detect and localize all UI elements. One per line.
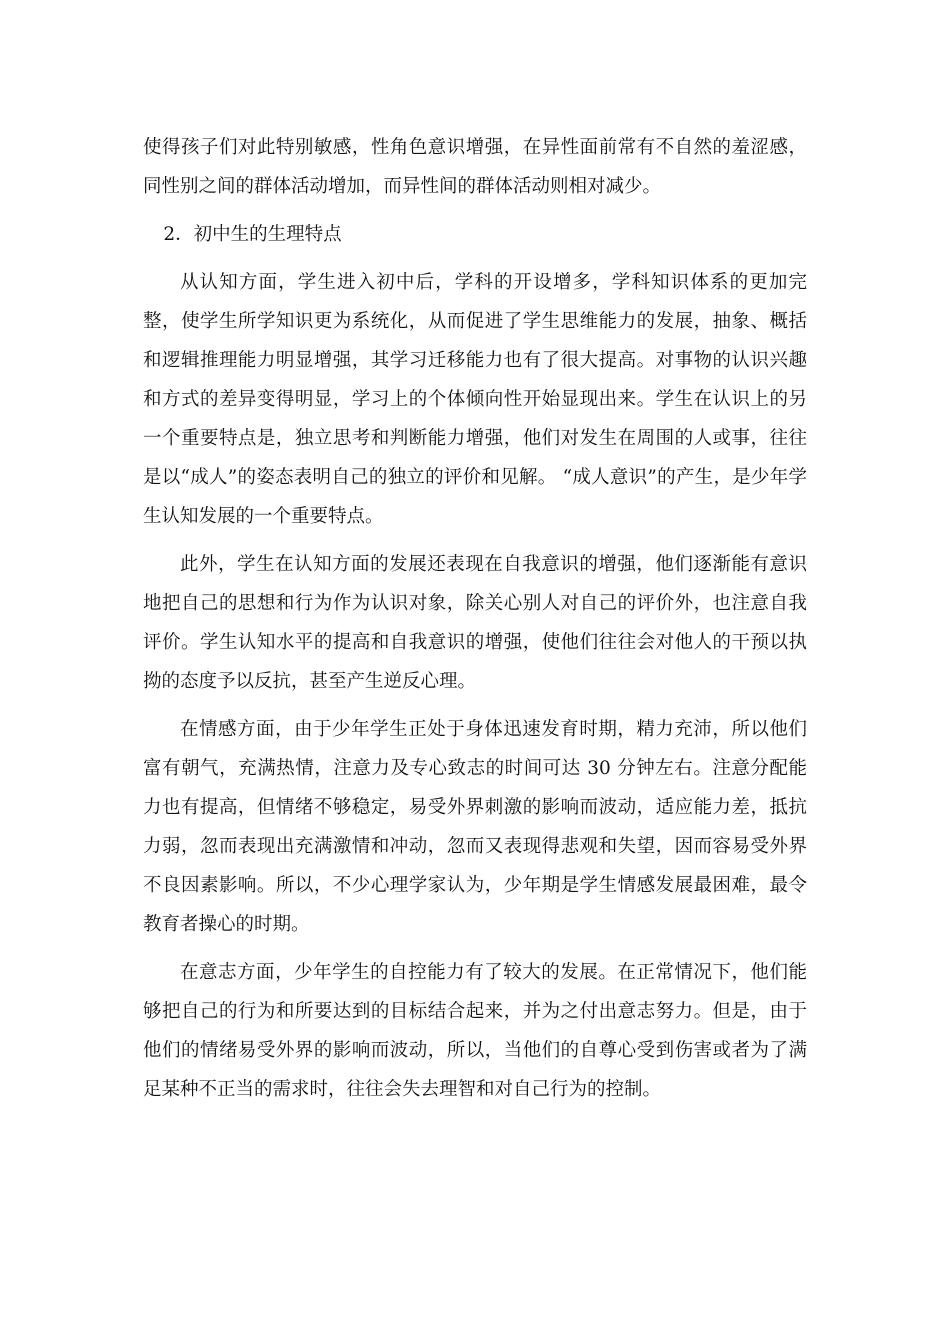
section-heading: 2．初中生的生理特点 bbox=[163, 224, 342, 245]
document-body bbox=[143, 128, 807, 1109]
paragraph-emotion: 在情感方面，由于少年学生正处于身体迅速发育时期，精力充沛，所以他们富有朝气，充满热情，注意力及专心致志的时间可达 30 分钟左右。注意分配能力也有提高，但情绪不够稳定，易受外界刺激的影响而波动，适应能力差，抵抗力弱，忽而表现出充满激情和冲动，忽而又表现得悲观和失望，因而容易受外界不良因素影响。所以，不少心理学家认为，少年期是学生情感发展最困难，最令教育者操心的时期。 bbox=[143, 719, 807, 935]
paragraph-cognition: 从认知方面，学生进入初中后，学科的开设增多，学科知识体系的更加完整，使学生所学知识更为系统化，从而促进了学生思维能力的发展，抽象、概括和逻辑推理能力明显增强，其学习迁移能力也有了很大提高。对事物的认识兴趣和方式的差异变得明显，学习上的个体倾向性开始显现出来。学生在认识上的另一个重要特点是，独立思考和判断能力增强，他们对发生在周围的人或事，往往是以“成人”的姿态表明自己的独立的评价和见解。 “成人意识”的产生，是少年学生认知发展的一个重要特点。 bbox=[143, 272, 807, 527]
paragraph-will: 在意志方面，少年学生的自控能力有了较大的发展。在正常情况下，他们能够把自己的行为和所要达到的目标结合起来，并为之付出意志努力。但是，由于他们的情绪易受外界的影响而波动，所以，当他们的自尊心受到伤害或者为了满足某种不正当的需求时，往往会失去理智和对自己行为的控制。 bbox=[143, 962, 807, 1100]
paragraph-self-awareness: 此外，学生在认知方面的发展还表现在自我意识的增强，他们逐渐能有意识地把自己的思想和行为作为认识对象，除关心别人对自己的评价外，也注意自我评价。学生认知水平的提高和自我意识的增强，使他们往往会对他人的干预以执拗的态度予以反抗，甚至产生逆反心理。 bbox=[143, 554, 807, 692]
paragraph-continuation: 使得孩子们对此特别敏感，性角色意识增强，在异性面前常有不自然的羞涩感，同性别之间的群体活动增加，而异性间的群体活动则相对减少。 bbox=[143, 137, 807, 197]
